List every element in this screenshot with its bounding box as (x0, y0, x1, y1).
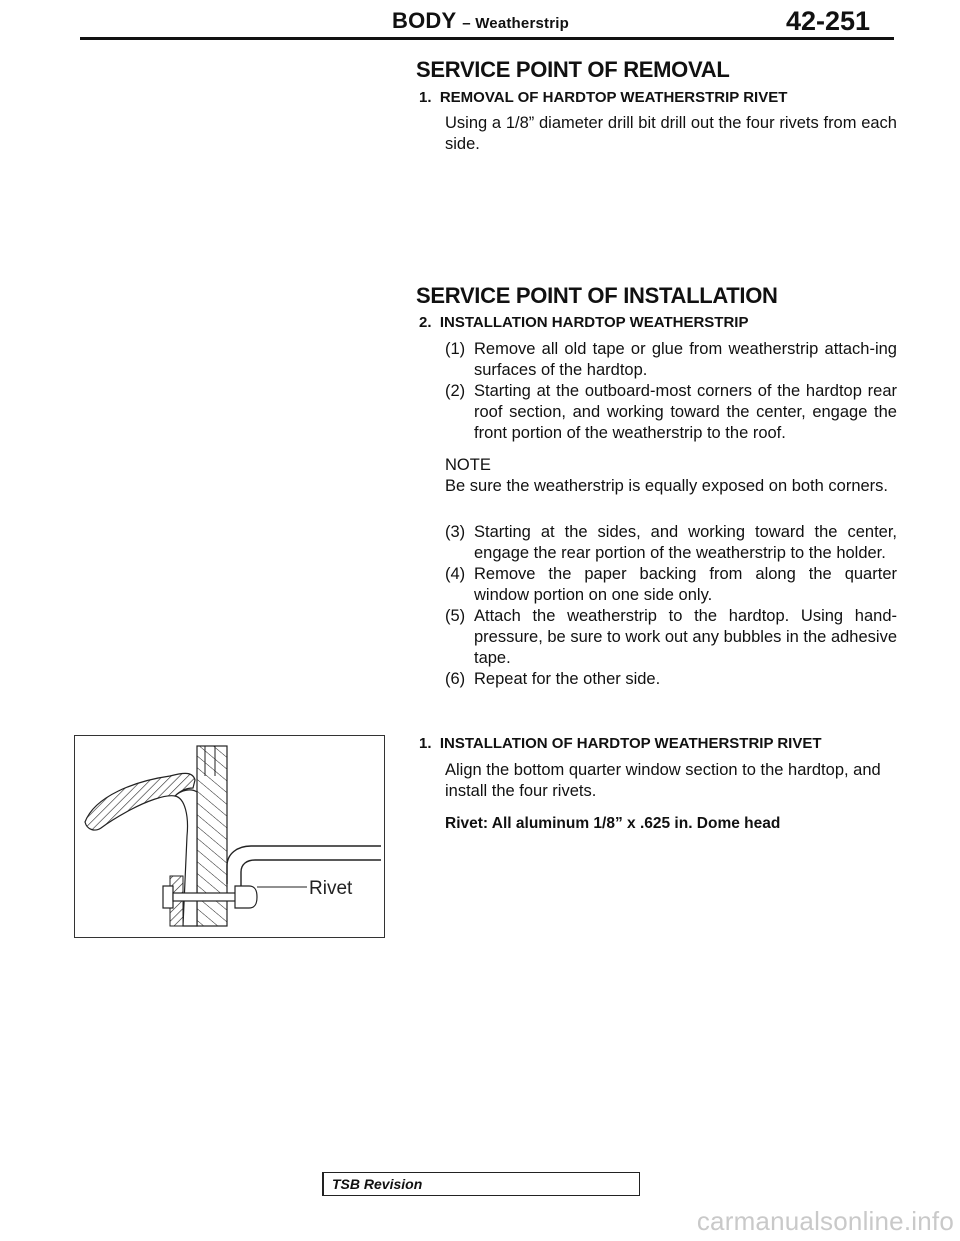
rivet-diagram (74, 735, 385, 938)
step-number: (6) (445, 670, 466, 688)
installation-step (445, 669, 897, 690)
step-text: Starting at the outboard-most corners of the hardtop rear roof section, and working toward the center, engage the front portion of the weatherstrip to the roof. (474, 382, 897, 442)
step-number: (2) (445, 382, 466, 400)
step-text: Attach the weatherstrip to the hardtop. Using hand-pressure, be sure to work out any bubbles in the adhesive tape. (474, 607, 897, 667)
step-number: (5) (445, 607, 466, 625)
installation-steps-a (445, 339, 897, 444)
page-number: 42-251 (786, 6, 871, 36)
tsb-revision-label: TSB Revision (332, 1176, 423, 1192)
installation-step (445, 381, 897, 444)
rivet-head (163, 886, 173, 908)
tsb-revision-box (322, 1172, 640, 1196)
rivet-spec: Rivet: All aluminum 1/8” x .625 in. Dome head (445, 815, 781, 832)
rivet-diagram-drawing (75, 736, 384, 937)
installation-steps-b (445, 522, 897, 690)
step-number: (3) (445, 523, 466, 541)
installation-step (445, 339, 897, 381)
installation-step (445, 522, 897, 564)
header-rule (80, 37, 894, 40)
note-text: Be sure the weatherstrip is equally exposed on both corners. (445, 477, 889, 495)
watermark: carmanualsonline.info (696, 1206, 954, 1236)
section-title (392, 8, 569, 34)
section-title-main: BODY (392, 8, 456, 33)
rivet-label: Rivet (309, 878, 353, 899)
installation-step-title: 2. INSTALLATION HARDTOP WEATHERSTRIP (419, 314, 749, 331)
note-label: NOTE (445, 456, 491, 474)
step-number: (1) (445, 340, 466, 358)
step-text: Repeat for the other side. (474, 670, 661, 688)
removal-heading: SERVICE POINT OF REMOVAL (416, 57, 730, 82)
installation-heading: SERVICE POINT OF INSTALLATION (416, 283, 778, 308)
rivet-body: Align the bottom quarter window section to the hardtop, and install the four rivets. (445, 761, 881, 800)
step-number: (4) (445, 565, 466, 583)
step-text: Remove the paper backing from along the quarter window portion on one side only. (474, 565, 897, 604)
installation-step (445, 606, 897, 669)
rivet-step-title: 1. INSTALLATION OF HARDTOP WEATHERSTRIP RIVET (419, 735, 822, 752)
weatherstrip-seal (85, 773, 195, 830)
removal-step-title: 1. REMOVAL OF HARDTOP WEATHERSTRIP RIVET (419, 89, 788, 106)
installation-step (445, 564, 897, 606)
step-text: Remove all old tape or glue from weatherstrip attach-ing surfaces of the hardtop. (474, 340, 897, 379)
rivet-shank (173, 893, 243, 901)
section-subtitle: – Weatherstrip (462, 15, 570, 32)
step-text: Starting at the sides, and working toward the center, engage the rear portion of the weatherstrip to the holder. (474, 523, 897, 562)
removal-body: Using a 1/8” diameter drill bit drill out the four rivets from each side. (445, 114, 897, 153)
